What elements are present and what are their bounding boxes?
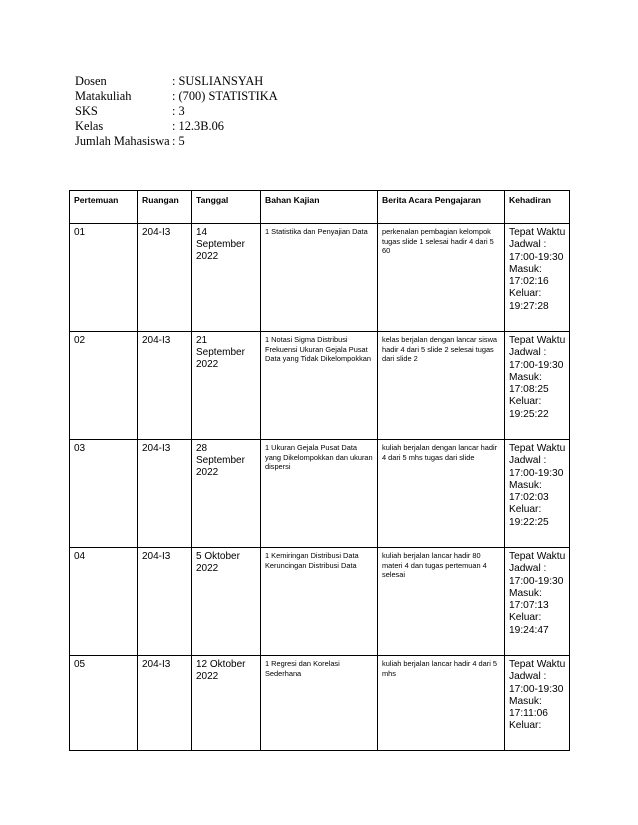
cell-kehadiran: Tepat Waktu Jadwal : 17:00-19:30 Masuk: 17:02:16 Keluar: 19:27:28 — [505, 224, 570, 332]
info-label: Dosen — [75, 74, 107, 88]
info-value: : 5 — [172, 134, 185, 148]
cell-ruangan: 204-I3 — [138, 440, 192, 548]
info-dosen — [75, 74, 278, 89]
cell-kehadiran: Tepat Waktu Jadwal : 17:00-19:30 Masuk: 17:08:25 Keluar: 19:25:22 — [505, 332, 570, 440]
header-pertemuan: Pertemuan — [70, 191, 138, 224]
cell-kehadiran: Tepat Waktu Jadwal : 17:00-19:30 Masuk: 17:02:03 Keluar: 19:22:25 — [505, 440, 570, 548]
info-jumlah-mahasiswa — [75, 134, 278, 149]
info-sks — [75, 104, 278, 119]
cell-kehadiran: Tepat Waktu Jadwal : 17:00-19:30 Masuk: 17:11:06 Keluar: — [505, 656, 570, 751]
table-row — [70, 224, 570, 332]
cell-ruangan: 204-I3 — [138, 548, 192, 656]
cell-ruangan: 204-I3 — [138, 224, 192, 332]
course-info — [75, 74, 278, 149]
cell-bahan-kajian: 1 Regresi dan Korelasi Sederhana — [261, 656, 378, 751]
info-value: : 12.3B.06 — [172, 119, 224, 133]
cell-berita-acara: kuliah berjalan dengan lancar hadir 4 dari 5 mhs tugas dari slide — [378, 440, 505, 548]
info-label: Kelas — [75, 119, 104, 133]
table-row — [70, 548, 570, 656]
info-label: SKS — [75, 104, 98, 118]
cell-bahan-kajian: 1 Ukuran Gejala Pusat Data yang Dikelompokkan dan ukuran dispersi — [261, 440, 378, 548]
cell-berita-acara: kuliah berjalan lancar hadir 80 materi 4 dan tugas pertemuan 4 selesai — [378, 548, 505, 656]
table-header-row — [70, 191, 570, 224]
info-matakuliah — [75, 89, 278, 104]
cell-tanggal: 21 September 2022 — [192, 332, 261, 440]
cell-tanggal: 5 Oktober 2022 — [192, 548, 261, 656]
info-value: : (700) STATISTIKA — [172, 89, 278, 103]
cell-pertemuan: 03 — [70, 440, 138, 548]
cell-bahan-kajian: 1 Kemiringan Distribusi Data Keruncingan Distribusi Data — [261, 548, 378, 656]
cell-pertemuan: 05 — [70, 656, 138, 751]
cell-ruangan: 204-I3 — [138, 332, 192, 440]
cell-pertemuan: 04 — [70, 548, 138, 656]
cell-pertemuan: 01 — [70, 224, 138, 332]
header-kehadiran: Kehadiran — [505, 191, 570, 224]
cell-bahan-kajian: 1 Statistika dan Penyajian Data — [261, 224, 378, 332]
info-value: : 3 — [172, 104, 185, 118]
header-bahan-kajian: Bahan Kajian — [261, 191, 378, 224]
cell-tanggal: 28 September 2022 — [192, 440, 261, 548]
header-ruangan: Ruangan — [138, 191, 192, 224]
cell-bahan-kajian: 1 Notasi Sigma Distribusi Frekuensi Ukuran Gejala Pusat Data yang Tidak Dikelompokkan — [261, 332, 378, 440]
info-label: Jumlah Mahasiswa — [75, 134, 170, 148]
header-berita-acara: Berita Acara Pengajaran — [378, 191, 505, 224]
cell-tanggal: 12 Oktober 2022 — [192, 656, 261, 751]
table-row — [70, 656, 570, 751]
table-row — [70, 440, 570, 548]
attendance-table — [69, 190, 570, 751]
cell-berita-acara: perkenalan pembagian kelompok tugas slide 1 selesai hadir 4 dari 5 60 — [378, 224, 505, 332]
info-kelas — [75, 119, 278, 134]
info-label: Matakuliah — [75, 89, 132, 103]
cell-berita-acara: kuliah berjalan lancar hadir 4 dari 5 mhs — [378, 656, 505, 751]
cell-tanggal: 14 September 2022 — [192, 224, 261, 332]
cell-pertemuan: 02 — [70, 332, 138, 440]
cell-kehadiran: Tepat Waktu Jadwal : 17:00-19:30 Masuk: 17:07:13 Keluar: 19:24:47 — [505, 548, 570, 656]
table-row — [70, 332, 570, 440]
info-value: : SUSLIANSYAH — [172, 74, 264, 88]
cell-ruangan: 204-I3 — [138, 656, 192, 751]
header-tanggal: Tanggal — [192, 191, 261, 224]
cell-berita-acara: kelas berjalan dengan lancar siswa hadir 4 dari 5 slide 2 selesai tugas dari slide 2 — [378, 332, 505, 440]
